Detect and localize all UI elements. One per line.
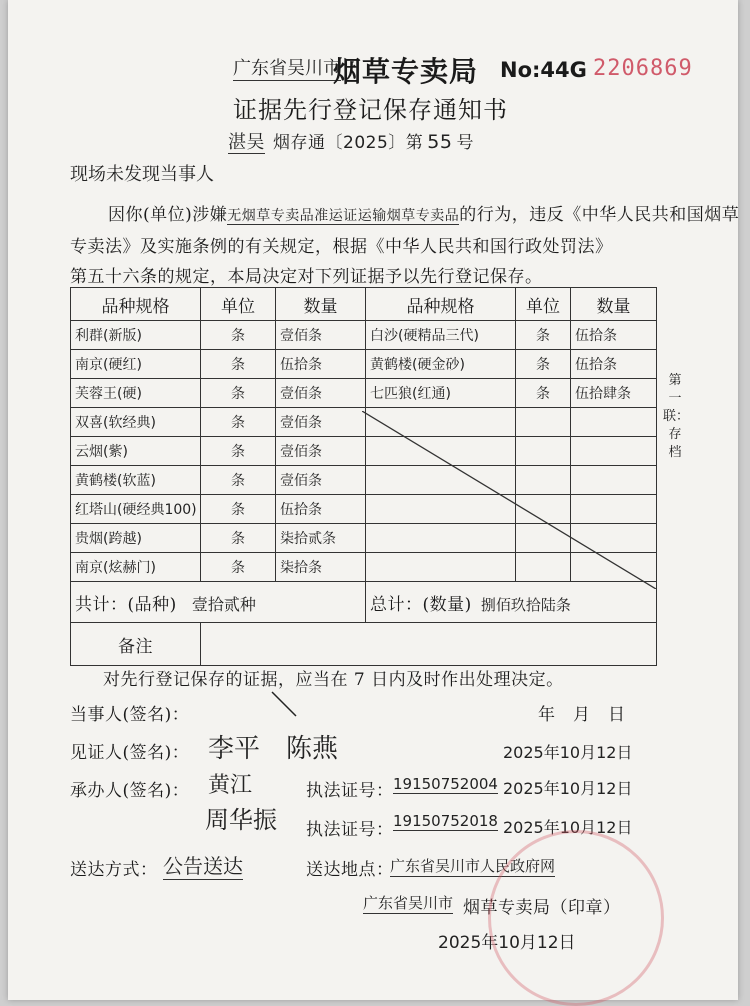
issue-date: 2025年10月12日	[438, 933, 576, 953]
handler2-signature: 周华振	[205, 806, 277, 834]
table-cell: 壹佰条	[276, 437, 366, 466]
offense-text: 无烟草专卖品准运证运输烟草专卖品	[227, 208, 460, 224]
table-cell: 条	[201, 350, 276, 379]
table-cell: 伍拾条	[276, 350, 366, 379]
doc-mid2: 〕第	[388, 133, 424, 153]
table-cell: 条	[201, 553, 276, 582]
party-date: 年 月 日	[538, 705, 626, 725]
table-cell: 南京(硬红)	[71, 350, 201, 379]
cert-number-1: 19150752004	[393, 775, 498, 793]
cross-out-line	[362, 411, 656, 589]
table-cell: 条	[516, 379, 571, 408]
org-printed: 烟草专卖局	[333, 55, 479, 88]
table-cell: 壹佰条	[276, 379, 366, 408]
signature-stroke	[270, 690, 300, 720]
delivery-place-label: 送达地点：	[306, 860, 394, 880]
header-cell: 数量	[571, 288, 657, 321]
table-row	[71, 321, 657, 350]
doc-mid: 烟存通〔	[273, 133, 343, 153]
addressee: 现场未发现当事人	[70, 164, 214, 185]
paragraph-p1a: 因你(单位)涉嫌	[108, 205, 228, 225]
table-header-row	[71, 288, 657, 321]
header-cell: 单位	[201, 288, 276, 321]
table-cell: 贵烟(跨越)	[71, 524, 201, 553]
table-cell: 双喜(软经典)	[71, 408, 201, 437]
table-cell: 条	[201, 495, 276, 524]
paragraph-line3: 第五十六条的规定，本局决定对下列证据予以先行登记保存。	[70, 267, 543, 287]
table-cell: 南京(炫赫门)	[71, 553, 201, 582]
table-cell: 条	[201, 379, 276, 408]
total-variety-label: 共计：(品种)	[75, 594, 177, 615]
issuer-printed: 烟草专卖局（印章）	[463, 898, 621, 918]
org-handwritten: 广东省吴川市	[233, 54, 341, 81]
total-variety-value: 壹拾贰种	[191, 594, 256, 614]
doc-suffix: 号	[456, 133, 474, 153]
remark-row	[71, 623, 657, 666]
table-cell: 条	[516, 321, 571, 350]
table-cell: 壹佰条	[276, 321, 366, 350]
document-subtitle: 证据先行登记保存通知书	[233, 96, 508, 124]
table-cell: 黄鹤楼(硬金砂)	[366, 350, 516, 379]
notice-text: 对先行登记保存的证据，应当在 7 日内及时作出处理决定。	[103, 670, 564, 690]
table-row	[71, 350, 657, 379]
official-seal	[488, 830, 664, 1006]
table-cell: 芙蓉王(硬)	[71, 379, 201, 408]
issuer-handwritten: 广东省吴川市	[363, 894, 454, 912]
table-cell: 条	[201, 437, 276, 466]
table-cell: 伍拾肆条	[571, 379, 657, 408]
witness-label: 见证人(签名)：	[70, 743, 190, 763]
table-cell: 壹佰条	[276, 466, 366, 495]
handler2-date: 2025年10月12日	[503, 818, 633, 837]
delivery-method-value: 公告送达	[163, 850, 243, 880]
header-cell: 数量	[276, 288, 366, 321]
form-number: No:44G	[500, 58, 587, 82]
table-cell: 云烟(紫)	[71, 437, 201, 466]
header-cell: 品种规格	[366, 288, 516, 321]
table-cell: 伍拾条	[276, 495, 366, 524]
doc-year: 2025	[343, 133, 389, 153]
table-cell: 柒拾贰条	[276, 524, 366, 553]
party-label: 当事人(签名)：	[70, 705, 190, 725]
delivery-method-label: 送达方式：	[70, 860, 158, 880]
table-cell: 壹佰条	[276, 408, 366, 437]
table-cell: 条	[201, 321, 276, 350]
doc-prefix: 湛吴	[228, 132, 265, 153]
table-cell: 柒拾条	[276, 553, 366, 582]
doc-num: 55	[427, 131, 453, 153]
table-cell: 白沙(硬精品三代)	[366, 321, 516, 350]
table-cell: 条	[201, 524, 276, 553]
table-cell: 伍拾条	[571, 321, 657, 350]
table-cell: 条	[201, 466, 276, 495]
cert-label-1: 执法证号：	[306, 781, 394, 801]
header-cell: 品种规格	[71, 288, 201, 321]
handler-label: 承办人(签名)：	[70, 781, 190, 801]
paragraph-p1b: 的行为，违反《中华人民共和国烟草	[459, 205, 740, 225]
delivery-place-value: 广东省吴川市人民政府网	[390, 857, 556, 875]
header-cell: 单位	[516, 288, 571, 321]
document-number	[228, 128, 474, 154]
witness-signature: 李平 陈燕	[208, 734, 339, 764]
cert-number-2: 19150752018	[393, 812, 498, 830]
remark-label: 备注	[71, 623, 201, 666]
serial-number: 2206869	[593, 56, 693, 81]
witness-date: 2025年10月12日	[503, 743, 633, 762]
remark-value	[201, 623, 657, 666]
table-cell: 七匹狼(红通)	[366, 379, 516, 408]
handler1-date: 2025年10月12日	[503, 779, 633, 798]
paragraph-line2: 专卖法》及实施条例的有关规定，根据《中华人民共和国行政处罚法》	[70, 237, 613, 257]
table-cell: 利群(新版)	[71, 321, 201, 350]
total-variety-cell	[71, 582, 366, 623]
total-qty-value: 捌佰玖拾陆条	[480, 595, 571, 614]
table-row	[71, 379, 657, 408]
cert-label-2: 执法证号：	[306, 820, 394, 840]
document-page	[8, 0, 738, 1000]
table-cell: 红塔山(硬经典100)	[71, 495, 201, 524]
total-qty-label: 总计：(数量)	[370, 594, 472, 615]
table-cell: 条	[201, 408, 276, 437]
table-cell: 伍拾条	[571, 350, 657, 379]
table-cell: 条	[516, 350, 571, 379]
paragraph-line1	[108, 200, 739, 225]
copy-note: 第一联：存档	[663, 373, 690, 460]
table-cell: 黄鹤楼(软蓝)	[71, 466, 201, 495]
handler1-signature: 黄江	[208, 773, 253, 798]
